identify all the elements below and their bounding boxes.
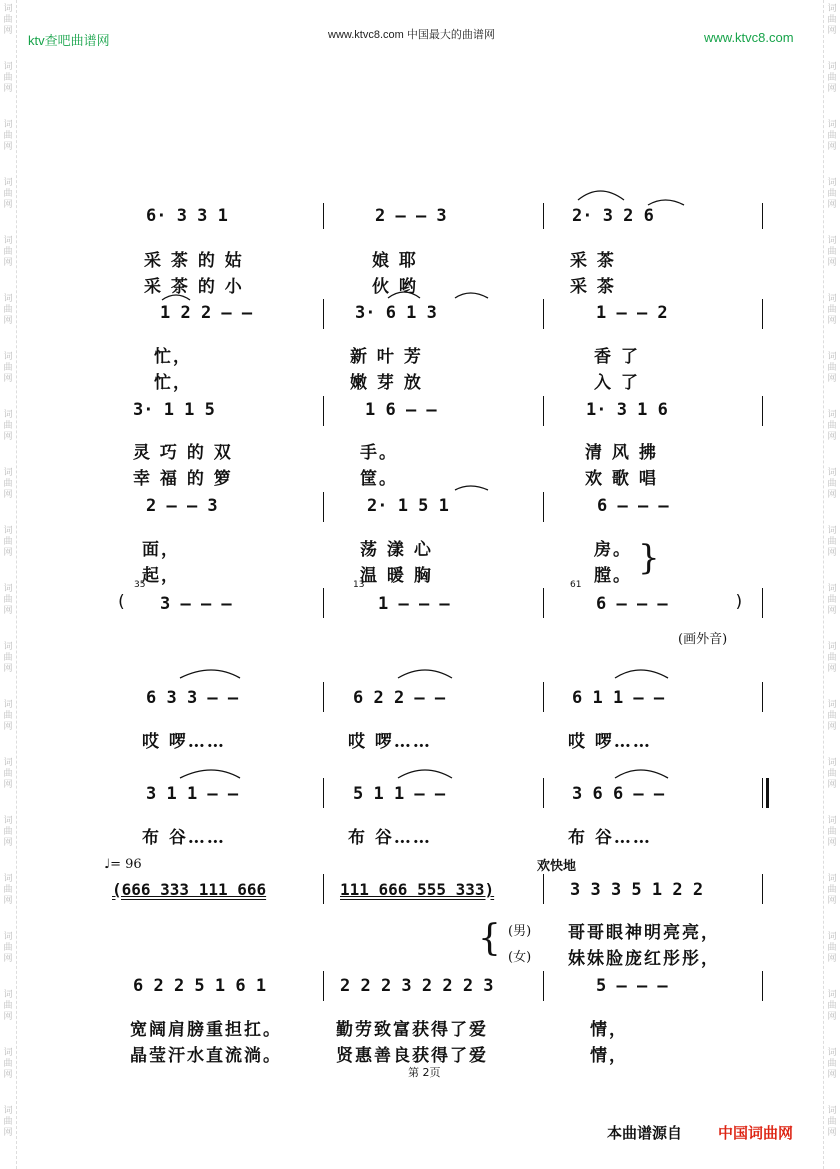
male-lyric: 哥哥眼神明亮亮， <box>568 923 720 943</box>
watermark-glyph: 词 曲 网 <box>827 700 837 732</box>
watermark-glyph: 词 曲 网 <box>3 758 13 790</box>
row3-measure1: 3· 1 1 5 <box>133 400 215 420</box>
watermark-glyph: 词 曲 网 <box>827 526 837 558</box>
header-center-title: www.ktvc8.com 中国最大的曲谱网 <box>328 29 495 41</box>
row6-measure3: 6 1 1 — — <box>572 688 665 708</box>
offscreen-voice-note: (画外音) <box>678 632 728 647</box>
row2-measure2: 3· 6 1 3 <box>355 303 437 323</box>
row3-lyric2-c: 欢 歌 唱 <box>585 469 658 489</box>
row6-lyric-b: 哎 啰…… <box>348 732 432 752</box>
row7-measure1: 3 1 1 — — <box>146 784 239 804</box>
row4-brace: } <box>638 538 660 578</box>
watermark-glyph: 词 曲 网 <box>3 932 13 964</box>
footer-source-label: 本曲谱源自 <box>607 1124 683 1142</box>
row5-measure1: 3 — — — <box>160 594 232 614</box>
watermark-glyph: 词 曲 网 <box>3 4 13 36</box>
watermark-glyph: 词 曲 网 <box>3 874 13 906</box>
row7-lyric-c: 布 谷…… <box>568 828 652 848</box>
mood-marking: 欢快地 <box>537 859 577 874</box>
row9-lyric2-b: 贤惠善良获得了爱 <box>336 1046 488 1066</box>
row2-lyric2-c: 入 了 <box>594 373 640 393</box>
row7-measure3: 3 6 6 — — <box>572 784 665 804</box>
row9-measure2: 2 2 2 3 2 2 2 3 <box>340 976 494 996</box>
row2-lyric1-c: 香 了 <box>594 347 640 367</box>
row9-lyric2-a: 晶莹汗水直流淌。 <box>130 1046 282 1066</box>
watermark-glyph: 词 曲 网 <box>3 816 13 848</box>
row5-grace1: 35 <box>134 580 146 590</box>
row6-lyric-c: 哎 啰…… <box>568 732 652 752</box>
row2-lyric2-b: 嫩 芽 放 <box>350 373 423 393</box>
row7-measure2: 5 1 1 — — <box>353 784 446 804</box>
watermark-glyph: 词 曲 网 <box>827 584 837 616</box>
row4-measure3: 6 — — — <box>597 496 669 516</box>
row8-measure1: (666 333 111 666 <box>112 880 267 899</box>
watermark-glyph: 词 曲 网 <box>3 584 13 616</box>
watermark-glyph: 词 曲 网 <box>3 526 13 558</box>
watermark-glyph: 词 曲 网 <box>827 410 837 442</box>
watermark-glyph: 词 曲 网 <box>827 352 837 384</box>
row2-lyric1-b: 新 叶 芳 <box>350 347 423 367</box>
row9-lyric2-c: 情， <box>590 1046 628 1066</box>
row7-lyric-a: 布 谷…… <box>142 828 226 848</box>
row2-lyric2-a: 忙， <box>154 373 192 393</box>
watermark-glyph: 词 曲 网 <box>827 468 837 500</box>
watermark-glyph: 词 曲 网 <box>3 1048 13 1080</box>
watermark-glyph: 词 曲 网 <box>827 1106 837 1138</box>
row4-lyric2-b: 温 暖 胸 <box>360 566 433 586</box>
row6-lyric-a: 哎 啰…… <box>142 732 226 752</box>
header-left-site[interactable]: ktv查吧曲谱网 <box>28 33 110 48</box>
female-lyric: 妹妹脸庞红彤彤， <box>568 949 720 969</box>
watermark-glyph: 词 曲 网 <box>3 62 13 94</box>
male-tag: (男) <box>508 924 532 939</box>
watermark-glyph: 词 曲 网 <box>827 874 837 906</box>
watermark-glyph: 词 曲 网 <box>3 990 13 1022</box>
row9-lyric1-b: 勤劳致富获得了爱 <box>336 1020 488 1040</box>
row2-measure1: 1 2 2 — — <box>160 303 253 323</box>
row3-lyric1-a: 灵 巧 的 双 <box>133 443 233 463</box>
row1-lyric1-b: 娘 耶 <box>372 251 418 271</box>
row7-lyric-b: 布 谷…… <box>348 828 432 848</box>
row1-measure3: 2· 3 2 6 <box>572 206 654 226</box>
row5-close-paren: ) <box>734 592 745 612</box>
watermark-glyph: 词 曲 网 <box>827 816 837 848</box>
watermark-glyph: 词 曲 网 <box>827 932 837 964</box>
row6-measure2: 6 2 2 — — <box>353 688 446 708</box>
row5-measure3: 6 — — — <box>596 594 668 614</box>
row5-grace2: 13 <box>353 580 365 590</box>
row8-measure2: 111 666 555 333) <box>340 880 495 899</box>
row5-measure2: 1 — — — <box>378 594 450 614</box>
header-right-site[interactable]: www.ktvc8.com <box>704 30 794 45</box>
row1-lyric1-c: 采 茶 <box>570 251 616 271</box>
row9-lyric1-c: 情， <box>590 1020 628 1040</box>
watermark-glyph: 词 曲 网 <box>827 178 837 210</box>
row3-lyric2-b: 筐。 <box>360 469 398 489</box>
row4-lyric1-b: 荡 漾 心 <box>360 540 433 560</box>
row4-measure2: 2· 1 5 1 <box>367 496 449 516</box>
row1-lyric1-a: 采 茶 的 姑 <box>144 251 244 271</box>
watermark-glyph: 词 曲 网 <box>3 178 13 210</box>
watermark-glyph: 词 曲 网 <box>3 120 13 152</box>
watermark-glyph: 词 曲 网 <box>827 1048 837 1080</box>
watermark-glyph: 词 曲 网 <box>3 700 13 732</box>
watermark-glyph: 词 曲 网 <box>3 642 13 674</box>
row3-measure3: 1· 3 1 6 <box>586 400 668 420</box>
row3-measure2: 1 6 — — <box>365 400 437 420</box>
watermark-glyph: 词 曲 网 <box>827 236 837 268</box>
row1-lyric2-b: 伙 哟 <box>372 277 418 297</box>
row5-grace3: 61 <box>570 580 582 590</box>
watermark-glyph: 词 曲 网 <box>3 236 13 268</box>
row4-measure1: 2 — — 3 <box>146 496 218 516</box>
watermark-glyph: 词 曲 网 <box>827 758 837 790</box>
watermark-glyph: 词 曲 网 <box>827 642 837 674</box>
watermark-glyph: 词 曲 网 <box>3 352 13 384</box>
row5-open-paren: ( <box>116 592 127 612</box>
watermark-glyph: 词 曲 网 <box>827 120 837 152</box>
row9-lyric1-a: 宽阔肩膀重担扛。 <box>130 1020 282 1040</box>
row2-measure3: 1 — — 2 <box>596 303 668 323</box>
row3-lyric1-b: 手。 <box>360 443 398 463</box>
watermark-glyph: 词 曲 网 <box>3 1106 13 1138</box>
row8-measure3: 3 3 3 5 1 2 2 <box>570 880 704 900</box>
row4-lyric2-c: 膛。 <box>594 566 632 586</box>
row6-measure1: 6 3 3 — — <box>146 688 239 708</box>
row1-lyric2-c: 采 茶 <box>570 277 616 297</box>
watermark-glyph: 词 曲 网 <box>827 990 837 1022</box>
watermark-glyph: 词 曲 网 <box>827 4 837 36</box>
watermark-glyph: 词 曲 网 <box>3 468 13 500</box>
row9-measure1: 6 2 2 5 1 6 1 <box>133 976 267 996</box>
tempo-marking: ♩= 96 <box>104 857 142 872</box>
row2-lyric1-a: 忙， <box>154 347 192 367</box>
row4-lyric1-c: 房。 <box>594 540 632 560</box>
row1-lyric2-a: 采 茶 的 小 <box>144 277 244 297</box>
row4-lyric1-a: 面， <box>142 540 180 560</box>
watermark-glyph: 词 曲 网 <box>827 294 837 326</box>
female-tag: (女) <box>508 950 532 965</box>
watermark-glyph: 词 曲 网 <box>827 62 837 94</box>
row1-measure2: 2 — — 3 <box>375 206 447 226</box>
row9-measure3: 5 — — — <box>596 976 668 996</box>
watermark-glyph: 词 曲 网 <box>3 294 13 326</box>
row4-lyric2-a: 起， <box>142 566 180 586</box>
row3-lyric2-a: 幸 福 的 箩 <box>133 469 233 489</box>
page-number: 第 2页 <box>408 1066 441 1079</box>
row1-measure1: 6· 3 3 1 <box>146 206 228 226</box>
row3-lyric1-c: 清 风 拂 <box>585 443 658 463</box>
watermark-glyph: 词 曲 网 <box>3 410 13 442</box>
footer-source-site[interactable]: 中国词曲网 <box>718 1124 794 1142</box>
row8-brace: { <box>478 918 501 959</box>
